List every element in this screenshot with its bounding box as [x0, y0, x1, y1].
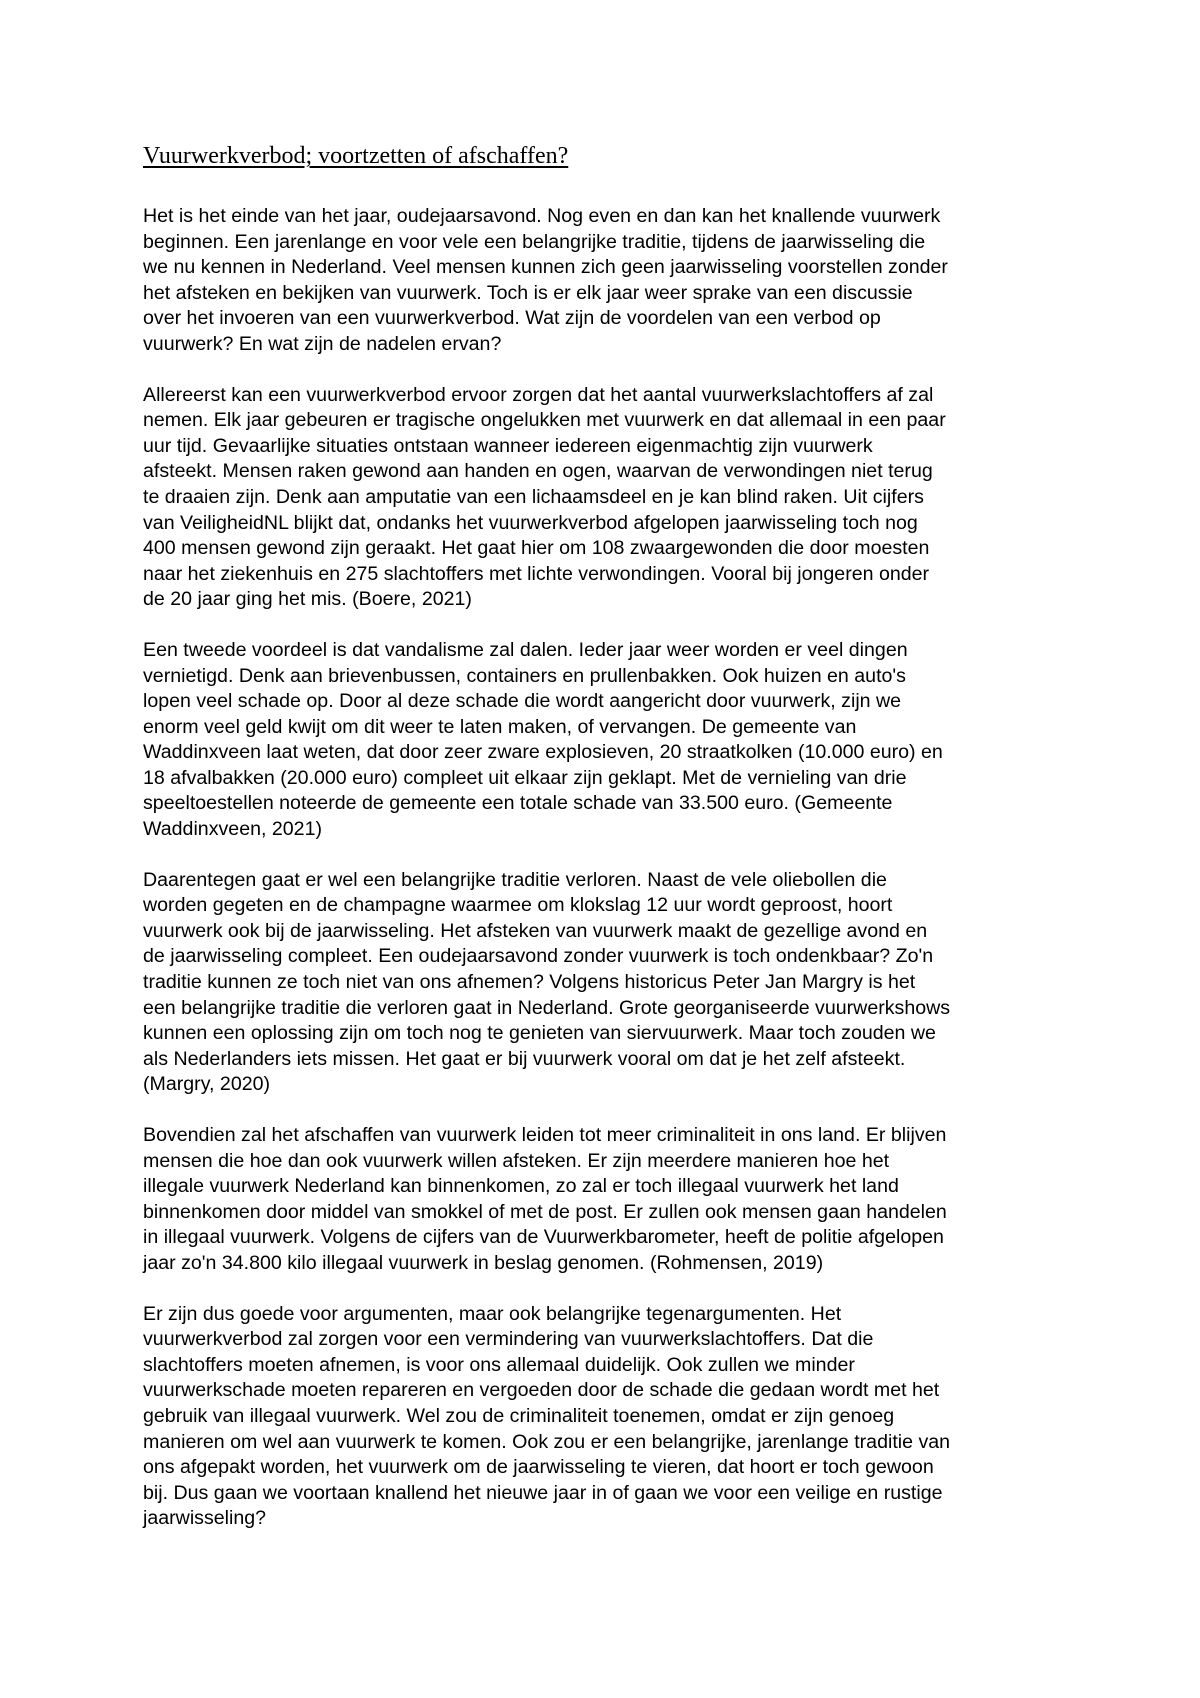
text-line: vuurwerk ook bij de jaarwisseling. Het afsteken van vuurwerk maakt de gezellige avond en: [143, 919, 928, 942]
text-line: uur tijd. Gevaarlijke situaties ontstaan wanneer iedereen eigenmachtig zijn vuurwerk: [143, 434, 873, 457]
text-line: binnenkomen door middel van smokkel of met de post. Er zullen ook mensen gaan handelen: [143, 1200, 947, 1223]
text-line: een belangrijke traditie die verloren gaat in Nederland. Grote georganiseerde vuurwerkshows: [143, 996, 951, 1019]
text-line: illegale vuurwerk Nederland kan binnenkomen, zo zal er toch illegaal vuurwerk het land: [143, 1175, 899, 1198]
text-line: te draaien zijn. Denk aan amputatie van een lichaamsdeel en je kan blind raken. Uit cijfers: [143, 485, 924, 508]
text-line: worden gegeten en de champagne waarmee om klokslag 12 uur wordt geproost, hoort: [143, 894, 893, 917]
text-line: Allereerst kan een vuurwerkverbod ervoor zorgen dat het aantal vuurwerkslachtoffers af zal: [143, 383, 934, 406]
document-title: Vuurwerkverbod; voortzetten of afschaffen?: [143, 143, 569, 169]
paragraph-vandalism: [143, 638, 1073, 843]
text-line: 400 mensen gewond zijn geraakt. Het gaat hier om 108 zwaargewonden die door moesten: [143, 537, 930, 560]
paragraph-tradition: [143, 868, 1073, 1098]
text-line: beginnen. Een jarenlange en voor vele een belangrijke traditie, tijdens de jaarwisseling die: [143, 230, 926, 253]
paragraph-criminality: [143, 1123, 1073, 1277]
text-line: als Nederlanders iets missen. Het gaat er bij vuurwerk vooral om dat je het zelf afsteekt.: [143, 1047, 906, 1070]
text-line: Er zijn dus goede voor argumenten, maar ook belangrijke tegenargumenten. Het: [143, 1302, 842, 1325]
text-line: vuurwerk? En wat zijn de nadelen ervan?: [143, 332, 502, 355]
text-line: we nu kennen in Nederland. Veel mensen kunnen zich geen jaarwisseling voorstellen zonder: [143, 256, 948, 279]
text-line: bij. Dus gaan we voortaan knallend het nieuwe jaar in of gaan we voor een veilige en rustige: [143, 1481, 943, 1504]
text-line: de 20 jaar ging het mis. (Boere, 2021): [143, 588, 472, 611]
text-line: over het invoeren van een vuurwerkverbod. Wat zijn de voordelen van een verbod op: [143, 307, 881, 330]
text-line: vernietigd. Denk aan brievenbussen, containers en prullenbakken. Ook huizen en auto's: [143, 664, 906, 687]
text-line: afsteekt. Mensen raken gewond aan handen en ogen, waarvan de verwondingen niet terug: [143, 460, 933, 483]
paragraph-intro: [143, 204, 1073, 358]
text-line: Bovendien zal het afschaffen van vuurwerk leiden tot meer criminaliteit in ons land. Er blijven: [143, 1124, 947, 1146]
text-line: lopen veel schade op. Door al deze schade die wordt aangericht door vuurwerk, zijn we: [143, 690, 902, 713]
text-line: enorm veel geld kwijt om dit weer te laten maken, of vervangen. De gemeente van: [143, 715, 857, 738]
text-line: Waddinxveen laat weten, dat door zeer zware explosieven, 20 straatkolken (10.000 euro) en: [143, 741, 943, 764]
text-line: mensen die hoe dan ook vuurwerk willen afsteken. Er zijn meerdere manieren hoe het: [143, 1149, 890, 1172]
text-line: vuurwerkverbod zal zorgen voor een vermindering van vuurwerkslachtoffers. Dat die: [143, 1328, 874, 1351]
text-line: nemen. Elk jaar gebeuren er tragische ongelukken met vuurwerk en dat allemaal in een paar: [143, 409, 946, 432]
text-line: Een tweede voordeel is dat vandalisme zal dalen. Ieder jaar weer worden er veel dingen: [143, 638, 908, 661]
text-line: Daarentegen gaat er wel een belangrijke traditie verloren. Naast de vele oliebollen die: [143, 868, 887, 891]
text-line: gebruik van illegaal vuurwerk. Wel zou de criminaliteit toenemen, omdat er zijn genoeg: [143, 1404, 895, 1427]
text-line: ons afgepakt worden, het vuurwerk om de jaarwisseling te vieren, dat hoort er toch gewoon: [143, 1456, 934, 1479]
text-line: Het is het einde van het jaar, oudejaarsavond. Nog even en dan kan het knallende vuurwerk: [143, 205, 941, 227]
text-line: naar het ziekenhuis en 275 slachtoffers met lichte verwondingen. Vooral bij jongeren onder: [143, 562, 930, 585]
text-line: 18 afvalbakken (20.000 euro) compleet uit elkaar zijn geklapt. Met de vernieling van drie: [143, 766, 907, 789]
text-line: van VeiligheidNL blijkt dat, ondanks het vuurwerkverbod afgelopen jaarwisseling toch nog: [143, 511, 918, 534]
paragraph-conclusion: [143, 1302, 1073, 1532]
text-line: (Margry, 2020): [143, 1073, 271, 1096]
text-line: jaar zo'n 34.800 kilo illegaal vuurwerk in beslag genomen. (Rohmensen, 2019): [143, 1251, 824, 1274]
text-line: de jaarwisseling compleet. Een oudejaarsavond zonder vuurwerk is toch ondenkbaar? Zo'n: [143, 945, 934, 968]
text-line: jaarwisseling?: [143, 1507, 267, 1530]
document-body: [143, 204, 1073, 1557]
text-line: speeltoestellen noteerde de gemeente een totale schade van 33.500 euro. (Gemeente: [143, 792, 893, 815]
text-line: het afsteken en bekijken van vuurwerk. Toch is er elk jaar weer sprake van een discussie: [143, 281, 913, 304]
text-line: kunnen een oplossing zijn om toch nog te genieten van siervuurwerk. Maar toch zouden we: [143, 1022, 936, 1045]
text-line: vuurwerkschade moeten repareren en vergoeden door de schade die gedaan wordt met het: [143, 1379, 940, 1402]
text-line: slachtoffers moeten afnemen, is voor ons allemaal duidelijk. Ook zullen we minder: [143, 1353, 855, 1376]
text-line: in illegaal vuurwerk. Volgens de cijfers van de Vuurwerkbarometer, heeft de politie afgelopen: [143, 1226, 944, 1249]
text-line: Waddinxveen, 2021): [143, 818, 322, 841]
text-line: traditie kunnen ze toch niet van ons afnemen? Volgens historicus Peter Jan Margry is het: [143, 971, 916, 994]
text-line: manieren om wel aan vuurwerk te komen. Ook zou er een belangrijke, jarenlange traditie van: [143, 1430, 951, 1453]
paragraph-victims: [143, 383, 1073, 613]
